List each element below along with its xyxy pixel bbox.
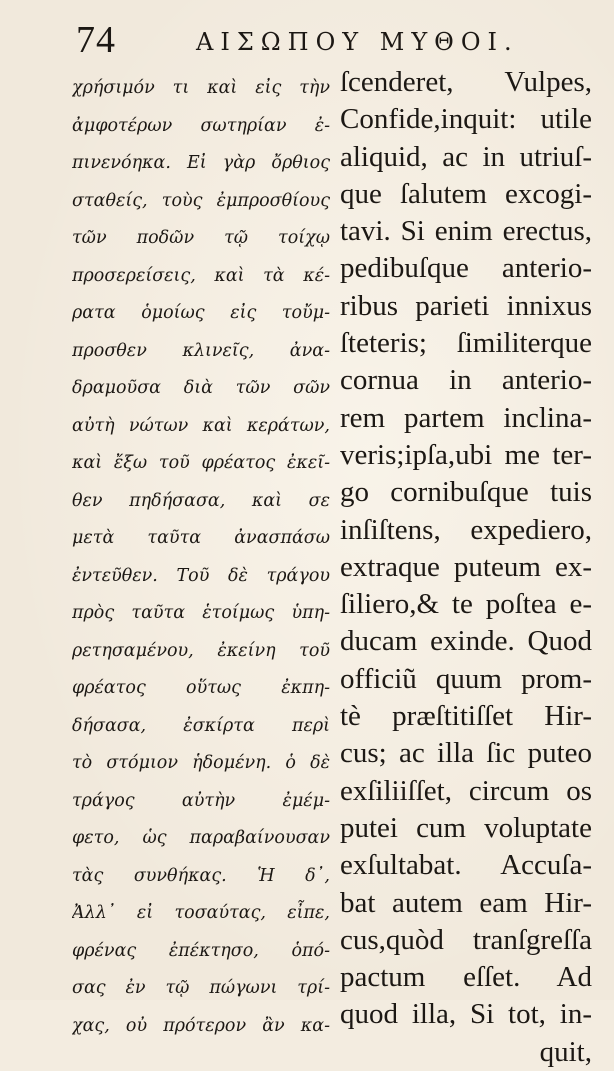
latin-line: putei cum voluptate [340,811,592,844]
latin-line: tè præſtitiſſet Hir- [340,700,592,733]
greek-line: Ἀλλ᾽ εἰ τοσαύτας, εἶπε, [72,903,330,923]
greek-line: ἐντεῦθεν. Τοῦ δὲ τράγου [72,565,330,586]
greek-line: αὐτὴ νώτων καὶ κεράτων, [72,415,330,436]
greek-line: μετὰ ταῦτα ἀνασπάσω [72,528,330,548]
latin-line: quod illa, Si tot, in- [340,998,592,1031]
greek-line: σας ἐν τῷ πώγωνι τρί- [72,978,330,998]
latin-line: go cornibuſque tuis [340,476,592,509]
latin-line: ſteteris; ſimiliterque [340,327,592,360]
running-head: ΑΙΣΩΠΟΥ ΜΥΘΟΙ. [196,28,519,56]
greek-line: χρήσιμόν τι καὶ εἰς τὴν [72,78,330,98]
greek-line: ρετησαμένου, ἐκείνη τοῦ [72,640,330,661]
greek-line: φρένας ἐπέκτησο, ὁπό- [72,940,330,961]
greek-line: προσερείσεις, καὶ τὰ κέ- [72,265,330,286]
latin-line: veris;ipſa,ubi me ter- [340,438,592,471]
greek-line: τῶν ποδῶν τῷ τοίχῳ [72,228,330,248]
latin-line: ſcenderet, Vulpes, [340,66,592,98]
page-number: 74 [76,19,116,61]
greek-line: πρὸς ταῦτα ἑτοίμως ὑπη- [72,603,330,623]
greek-line: σταθείς, τοὺς ἐμπροσθίους [72,190,330,211]
latin-line: exſiliiſſet, circum os [340,774,592,807]
greek-line: τράγος αὐτὴν ἐμέμ- [72,790,330,811]
latin-line: exſultabat. Accuſa- [340,849,592,882]
greek-line: χας, οὐ πρότερον ἂν κα- [72,1015,330,1036]
greek-line: δήσασα, ἐσκίρτα περὶ [72,715,330,736]
latin-line: aliquid, ac in utriuſ- [340,140,592,173]
greek-line: φρέατος οὕτως ἐκπη- [72,678,330,698]
latin-line: inſiſtens, expediero, [340,513,592,546]
greek-line: θεν πηδήσασα, καὶ σε [72,490,330,511]
latin-line: ducam exinde. Quod [340,625,592,658]
greek-line: φετο, ὡς παραβαίνουσαν [72,828,330,848]
latin-text-column [340,64,592,1071]
greek-line: ρατα ὁμοίως εἰς τοὔμ- [72,303,330,323]
latin-line: ſiliero,& te poſtea e- [340,588,592,621]
latin-line: tavi. Si enim erectus, [340,215,592,248]
greek-line: δραμοῦσα διὰ τῶν σῶν [72,378,330,398]
latin-line: ribus parieti innixus [340,289,592,322]
greek-line: τὰς συνθήκας. Ἡ δ᾽, [72,865,330,886]
latin-line: Confide,inquit: utile [340,103,592,136]
page-header [76,18,586,64]
catchword: quit, [539,1035,592,1068]
latin-line: que ſalutem excogi- [340,177,592,210]
latin-line: bat autem eam Hir- [340,886,592,919]
latin-line: officiũ quum prom- [340,662,592,695]
latin-line: cus,quòd tranſgreſſa [340,923,592,956]
latin-line: cus; ac illa ſic puteo [340,737,592,770]
greek-line: ἀμφοτέρων σωτηρίαν ἐ- [72,115,330,136]
latin-line: pedibuſque anterio- [340,252,592,285]
greek-line: πινενόηκα. Εἰ γὰρ ὄρθιος [72,153,330,173]
latin-line: pactum eſſet. Ad [340,961,592,994]
greek-line: τὸ στόμιον ἡδομένη. ὁ δὲ [72,753,330,773]
greek-line: προσθεν κλινεῖς, ἀνα- [72,340,330,361]
greek-text-column [72,70,330,1045]
latin-line: rem partem inclina- [340,401,592,434]
latin-line: extraque puteum ex- [340,550,592,583]
greek-line: καὶ ἔξω τοῦ φρέατος ἐκεῖ- [72,453,330,473]
latin-line: cornua in anterio- [340,364,592,397]
